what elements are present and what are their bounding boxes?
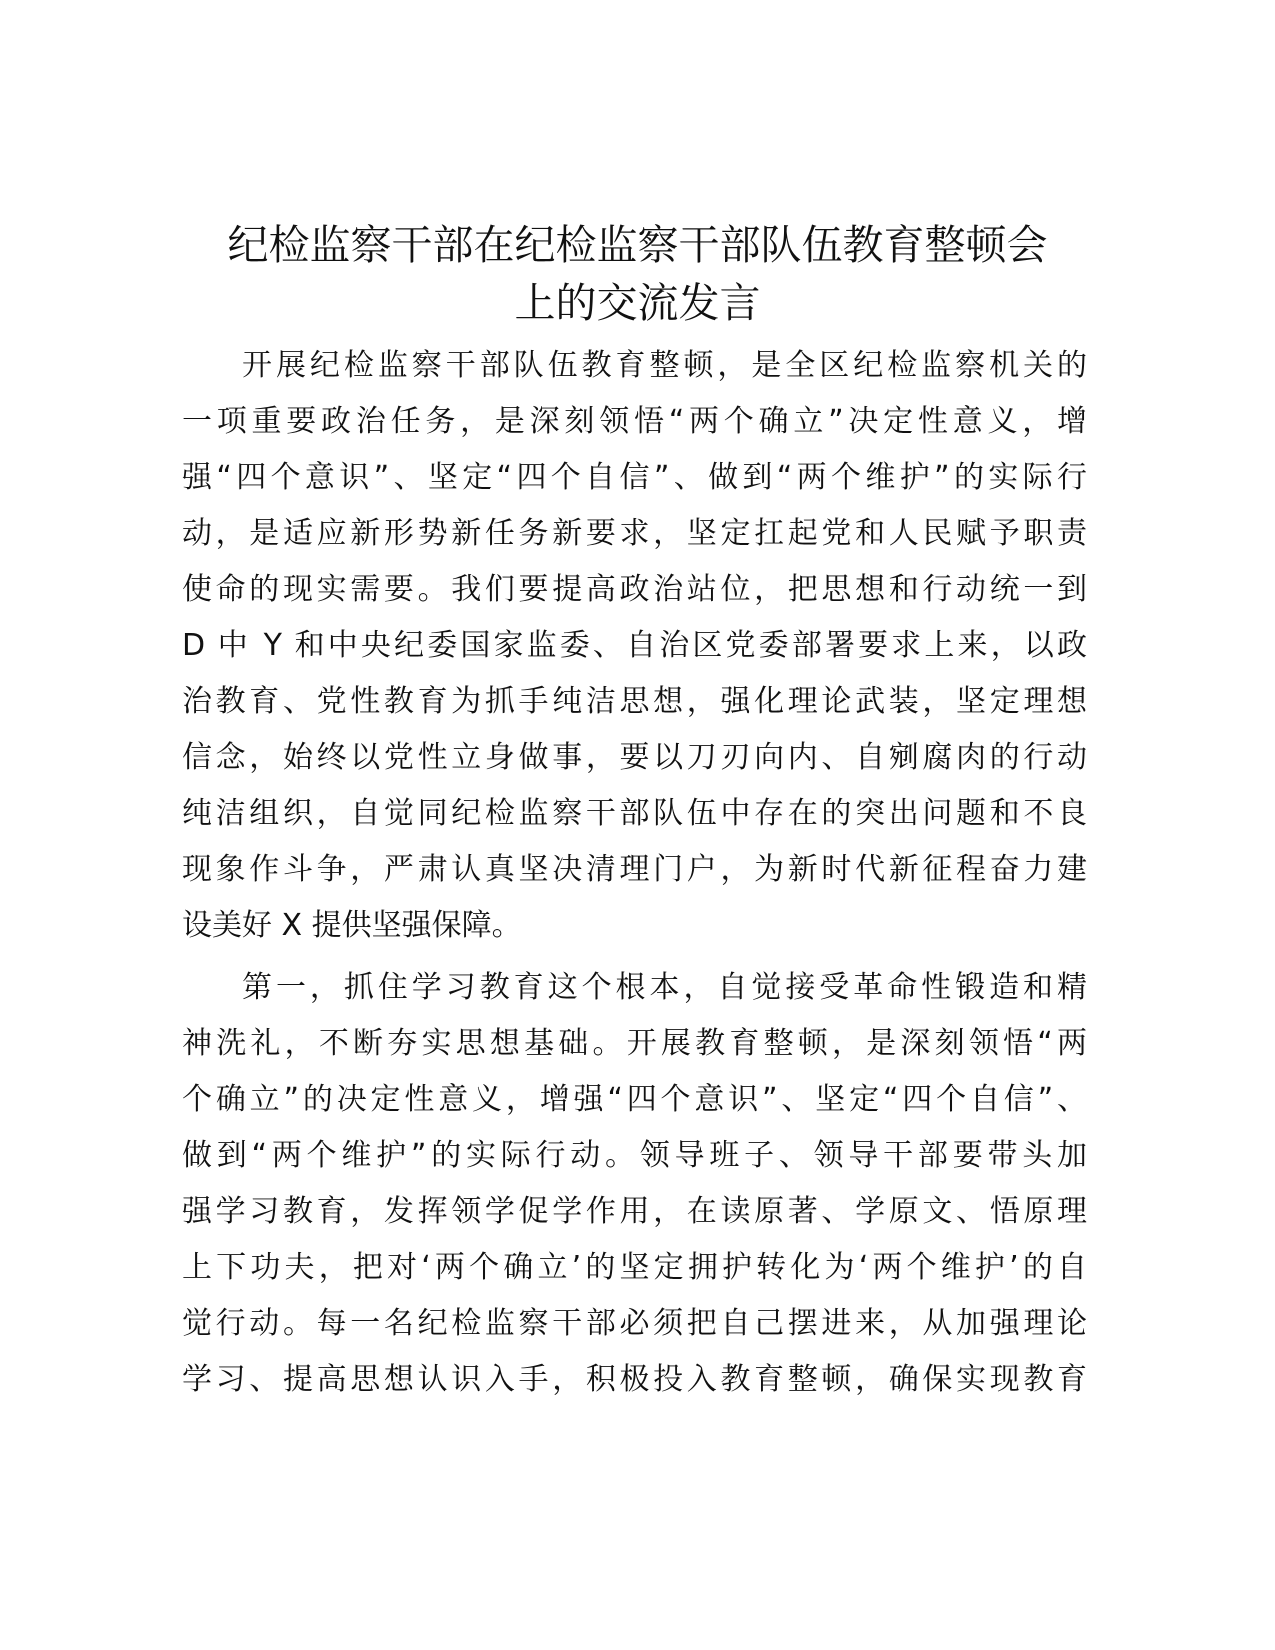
text-line: 强“四个意识”、坚定“四个自信”、做到“两个维护”的实际行	[182, 460, 1087, 495]
text-line: 个确立”的决定性意义，增强“四个意识”、坚定“四个自信”、	[182, 1082, 1087, 1117]
text-line: 做到“两个维护”的实际行动。领导班子、领导干部要带头加	[182, 1138, 1087, 1173]
text-line: 学习、提高思想认识入手，积极投入教育整顿，确保实现教育	[182, 1362, 1087, 1397]
text-line: 第一，抓住学习教育这个根本，自觉接受革命性锻造和精	[242, 970, 1087, 1005]
document-title	[180, 216, 1095, 332]
text-line: 神洗礼，不断夯实思想基础。开展教育整顿，是深刻领悟“两	[182, 1026, 1087, 1061]
title-line: 纪检监察干部在纪检监察干部队伍教育整顿会	[227, 221, 1048, 269]
text-line: 觉行动。每一名纪检监察干部必须把自己摆进来，从加强理论	[182, 1306, 1087, 1341]
text-line: 强学习教育，发挥领学促学作用，在读原著、学原文、悟原理	[182, 1194, 1087, 1229]
paragraph-2	[182, 960, 1087, 1408]
text-line: 信念，始终以党性立身做事，要以刀刃向内、自剜腐肉的行动	[182, 740, 1087, 775]
text-line: 开展纪检监察干部队伍教育整顿，是全区纪检监察机关的	[242, 348, 1087, 383]
text-line: 上下功夫，把对‘两个确立’的坚定拥护转化为‘两个维护’的自	[182, 1250, 1087, 1285]
text-line: 一项重要政治任务，是深刻领悟“两个确立”决定性意义，增	[182, 404, 1087, 439]
text-line: 使命的现实需要。我们要提高政治站位，把思想和行动统一到	[182, 572, 1087, 607]
text-line: 设美好 X 提供坚强保障。	[182, 908, 522, 943]
title-line: 上的交流发言	[514, 279, 761, 327]
paragraph-1	[182, 338, 1087, 954]
text-line: D 中 Y 和中央纪委国家监委、自治区党委部署要求上来，以政	[182, 628, 1087, 663]
text-line: 纯洁组织，自觉同纪检监察干部队伍中存在的突出问题和不良	[182, 796, 1087, 831]
text-line: 治教育、党性教育为抓手纯洁思想，强化理论武装，坚定理想	[182, 684, 1087, 719]
text-line: 动，是适应新形势新任务新要求，坚定扛起党和人民赋予职责	[182, 516, 1087, 551]
text-line: 现象作斗争，严肃认真坚决清理门户，为新时代新征程奋力建	[182, 852, 1087, 887]
